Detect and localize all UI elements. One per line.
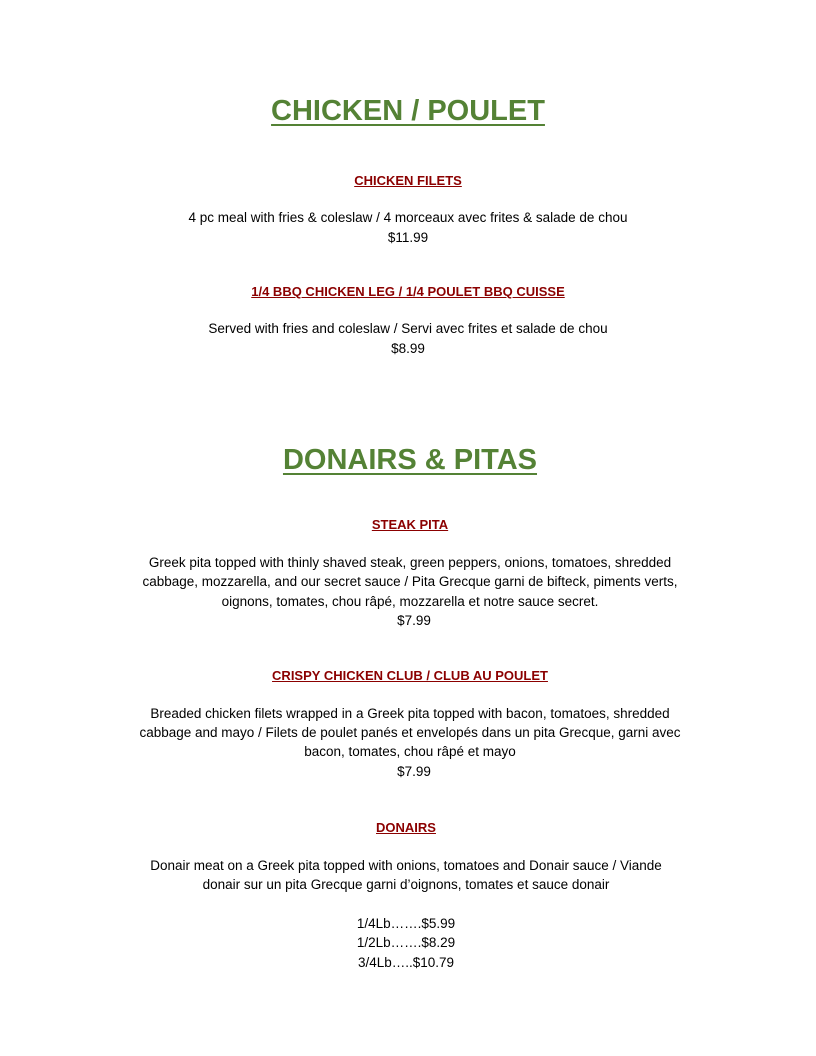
item-description-line: Served with fries and coleslaw / Servi avec frites et salade de chou bbox=[208, 321, 608, 336]
item-description-line: cabbage, mozzarella, and our secret sauce / Pita Grecque garni de bifteck, piments verts, bbox=[142, 574, 678, 589]
item-title-steak-pita: STEAK PITA bbox=[371, 517, 449, 532]
item-price: $8.99 bbox=[391, 341, 425, 356]
item-price: $7.99 bbox=[397, 613, 431, 628]
section-title-chicken: CHICKEN / POULET bbox=[271, 95, 545, 127]
item-title-donairs: DONAIRS bbox=[376, 820, 436, 835]
item-description-line: Breaded chicken filets wrapped in a Greek pita topped with bacon, tomatoes, shredded bbox=[150, 706, 670, 721]
section-title-donairs-pitas: DONAIRS & PITAS bbox=[282, 444, 538, 476]
item-price: $11.99 bbox=[387, 230, 429, 245]
item-title-bbq-chicken-leg: 1/4 BBQ CHICKEN LEG / 1/4 POULET BBQ CUISSE bbox=[251, 284, 565, 299]
item-description-line: Greek pita topped with thinly shaved steak, green peppers, onions, tomatoes, shredded bbox=[148, 555, 672, 570]
item-description-line: cabbage and mayo / Filets de poulet panés et envelopés dans un pita Grecque, garni avec bbox=[139, 725, 681, 740]
item-description-line: Donair meat on a Greek pita topped with onions, tomatoes and Donair sauce / Viande bbox=[150, 858, 662, 873]
item-description-line: 4 pc meal with fries & coleslaw / 4 morceaux avec frites & salade de chou bbox=[188, 210, 628, 225]
item-description-line: bacon, tomates, chou râpé et mayo bbox=[304, 744, 516, 759]
size-price-quarter: 1/4Lb…….$5.99 bbox=[356, 916, 456, 931]
item-title-crispy-chicken-club: CRISPY CHICKEN CLUB / CLUB AU POULET bbox=[272, 668, 548, 683]
item-price: $7.99 bbox=[397, 764, 431, 779]
item-description-line: oignons, tomates, chou râpé, mozzarella et notre sauce secret. bbox=[221, 594, 599, 609]
item-title-chicken-filets: CHICKEN FILETS bbox=[354, 173, 462, 188]
size-price-three-quarter: 3/4Lb…..$10.79 bbox=[357, 955, 455, 970]
size-price-half: 1/2Lb…….$8.29 bbox=[356, 935, 456, 950]
item-description-line: donair sur un pita Grecque garni d’oignons, tomates et sauce donair bbox=[202, 877, 610, 892]
